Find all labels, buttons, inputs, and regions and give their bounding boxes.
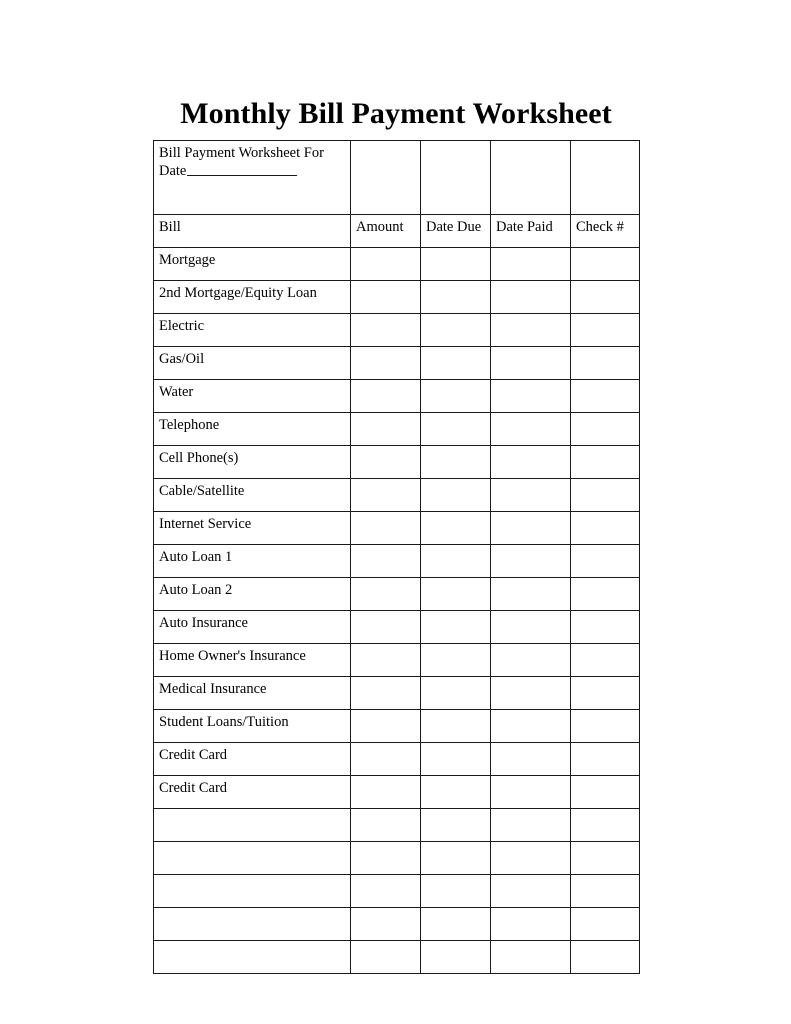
date-blank-field[interactable] (187, 162, 297, 176)
cell-date-due[interactable] (421, 314, 491, 347)
cell-bill[interactable]: Electric (154, 314, 351, 347)
cell-date-due[interactable] (421, 413, 491, 446)
cell-check-number[interactable] (571, 875, 640, 908)
table-row (154, 677, 640, 710)
cell-date-paid[interactable] (491, 545, 571, 578)
cell-check-number[interactable] (571, 281, 640, 314)
cell-check-number[interactable] (571, 314, 640, 347)
cell-date-due[interactable] (421, 710, 491, 743)
cell-date-paid[interactable] (491, 710, 571, 743)
table-row (154, 446, 640, 479)
cell-bill[interactable]: Cable/Satellite (154, 479, 351, 512)
column-header-date-paid: Date Paid (491, 215, 571, 248)
cell-bill[interactable] (154, 809, 351, 842)
cell-check-number[interactable] (571, 743, 640, 776)
cell-date-due[interactable] (421, 380, 491, 413)
cell-check-number[interactable] (571, 842, 640, 875)
cell-bill[interactable]: Medical Insurance (154, 677, 351, 710)
cell-date-paid[interactable] (491, 875, 571, 908)
cell-bill[interactable]: 2nd Mortgage/Equity Loan (154, 281, 351, 314)
cell-check-number[interactable] (571, 776, 640, 809)
cell-date-paid[interactable] (491, 380, 571, 413)
cell-amount[interactable] (351, 875, 421, 908)
cell-amount[interactable] (351, 941, 421, 974)
table-row (154, 611, 640, 644)
cell-check-number[interactable] (571, 644, 640, 677)
cell-date-due[interactable] (421, 578, 491, 611)
title-row-check-cell[interactable] (571, 141, 640, 215)
cell-check-number[interactable] (571, 248, 640, 281)
cell-amount[interactable] (351, 446, 421, 479)
cell-check-number[interactable] (571, 677, 640, 710)
cell-date-paid[interactable] (491, 446, 571, 479)
cell-date-paid[interactable] (491, 644, 571, 677)
table-row (154, 578, 640, 611)
cell-date-paid[interactable] (491, 611, 571, 644)
table-row (154, 875, 640, 908)
table-row (154, 908, 640, 941)
cell-date-due[interactable] (421, 644, 491, 677)
cell-date-due[interactable] (421, 479, 491, 512)
cell-amount[interactable] (351, 314, 421, 347)
cell-date-paid[interactable] (491, 479, 571, 512)
cell-date-due[interactable] (421, 776, 491, 809)
bill-payment-table (153, 140, 640, 974)
cell-bill[interactable]: Credit Card (154, 743, 351, 776)
title-row-amount-cell[interactable] (351, 141, 421, 215)
cell-date-paid[interactable] (491, 413, 571, 446)
cell-amount[interactable] (351, 842, 421, 875)
cell-amount[interactable] (351, 611, 421, 644)
title-row-date-paid-cell[interactable] (491, 141, 571, 215)
cell-date-paid[interactable] (491, 347, 571, 380)
cell-date-due[interactable] (421, 248, 491, 281)
table-row (154, 710, 640, 743)
cell-amount[interactable] (351, 479, 421, 512)
table-row (154, 545, 640, 578)
table-row (154, 380, 640, 413)
cell-date-due[interactable] (421, 941, 491, 974)
cell-amount[interactable] (351, 908, 421, 941)
cell-bill[interactable]: Water (154, 380, 351, 413)
cell-check-number[interactable] (571, 710, 640, 743)
cell-date-due[interactable] (421, 611, 491, 644)
cell-amount[interactable] (351, 743, 421, 776)
cell-date-due[interactable] (421, 347, 491, 380)
table-row (154, 644, 640, 677)
cell-amount[interactable] (351, 545, 421, 578)
cell-date-paid[interactable] (491, 578, 571, 611)
cell-amount[interactable] (351, 776, 421, 809)
table-row (154, 941, 640, 974)
cell-date-due[interactable] (421, 908, 491, 941)
cell-bill[interactable]: Mortgage (154, 248, 351, 281)
table-body (154, 141, 640, 974)
title-row-date-due-cell[interactable] (421, 141, 491, 215)
date-label: Date (159, 163, 187, 179)
table-row (154, 776, 640, 809)
cell-check-number[interactable] (571, 908, 640, 941)
cell-bill[interactable]: Telephone (154, 413, 351, 446)
cell-check-number[interactable] (571, 578, 640, 611)
table-row (154, 512, 640, 545)
cell-date-paid[interactable] (491, 677, 571, 710)
cell-date-paid[interactable] (491, 809, 571, 842)
table-row (154, 413, 640, 446)
cell-amount[interactable] (351, 512, 421, 545)
cell-bill[interactable]: Home Owner's Insurance (154, 644, 351, 677)
cell-bill[interactable]: Auto Loan 2 (154, 578, 351, 611)
cell-check-number[interactable] (571, 545, 640, 578)
cell-bill[interactable] (154, 908, 351, 941)
column-header-check-number: Check # (571, 215, 640, 248)
cell-bill[interactable]: Cell Phone(s) (154, 446, 351, 479)
cell-bill[interactable]: Auto Insurance (154, 611, 351, 644)
cell-date-paid[interactable] (491, 512, 571, 545)
cell-date-due[interactable] (421, 875, 491, 908)
cell-date-due[interactable] (421, 809, 491, 842)
cell-date-paid[interactable] (491, 908, 571, 941)
table-row (154, 248, 640, 281)
table-row (154, 743, 640, 776)
cell-date-paid[interactable] (491, 281, 571, 314)
cell-amount[interactable] (351, 347, 421, 380)
cell-bill[interactable]: Internet Service (154, 512, 351, 545)
table-row-title (154, 141, 640, 215)
cell-bill[interactable] (154, 842, 351, 875)
cell-check-number[interactable] (571, 413, 640, 446)
cell-amount[interactable] (351, 413, 421, 446)
cell-date-due[interactable] (421, 743, 491, 776)
cell-amount[interactable] (351, 677, 421, 710)
cell-amount[interactable] (351, 710, 421, 743)
cell-amount[interactable] (351, 281, 421, 314)
cell-amount[interactable] (351, 644, 421, 677)
table-row (154, 842, 640, 875)
cell-bill[interactable] (154, 875, 351, 908)
cell-date-paid[interactable] (491, 941, 571, 974)
cell-date-due[interactable] (421, 281, 491, 314)
cell-date-paid[interactable] (491, 842, 571, 875)
cell-check-number[interactable] (571, 479, 640, 512)
cell-date-due[interactable] (421, 512, 491, 545)
cell-check-number[interactable] (571, 941, 640, 974)
worksheet-for-date-cell[interactable] (154, 141, 351, 215)
column-header-amount: Amount (351, 215, 421, 248)
cell-date-paid[interactable] (491, 314, 571, 347)
cell-amount[interactable] (351, 380, 421, 413)
cell-bill[interactable]: Student Loans/Tuition (154, 710, 351, 743)
cell-bill[interactable] (154, 941, 351, 974)
table-row (154, 281, 640, 314)
worksheet-for-label: Bill Payment Worksheet For (159, 145, 324, 161)
cell-date-paid[interactable] (491, 743, 571, 776)
cell-date-due[interactable] (421, 677, 491, 710)
column-header-bill: Bill (154, 215, 351, 248)
cell-amount[interactable] (351, 809, 421, 842)
cell-date-due[interactable] (421, 545, 491, 578)
table-row (154, 809, 640, 842)
cell-bill[interactable]: Auto Loan 1 (154, 545, 351, 578)
table-header-row (154, 215, 640, 248)
cell-check-number[interactable] (571, 446, 640, 479)
cell-bill[interactable]: Credit Card (154, 776, 351, 809)
cell-check-number[interactable] (571, 347, 640, 380)
cell-date-due[interactable] (421, 842, 491, 875)
cell-date-paid[interactable] (491, 248, 571, 281)
table-row (154, 314, 640, 347)
cell-amount[interactable] (351, 578, 421, 611)
cell-check-number[interactable] (571, 512, 640, 545)
cell-check-number[interactable] (571, 809, 640, 842)
page-title: Monthly Bill Payment Worksheet (180, 97, 612, 130)
cell-amount[interactable] (351, 248, 421, 281)
cell-check-number[interactable] (571, 611, 640, 644)
cell-date-paid[interactable] (491, 776, 571, 809)
cell-check-number[interactable] (571, 380, 640, 413)
table-row (154, 479, 640, 512)
column-header-date-due: Date Due (421, 215, 491, 248)
cell-date-due[interactable] (421, 446, 491, 479)
cell-bill[interactable]: Gas/Oil (154, 347, 351, 380)
table-row (154, 347, 640, 380)
